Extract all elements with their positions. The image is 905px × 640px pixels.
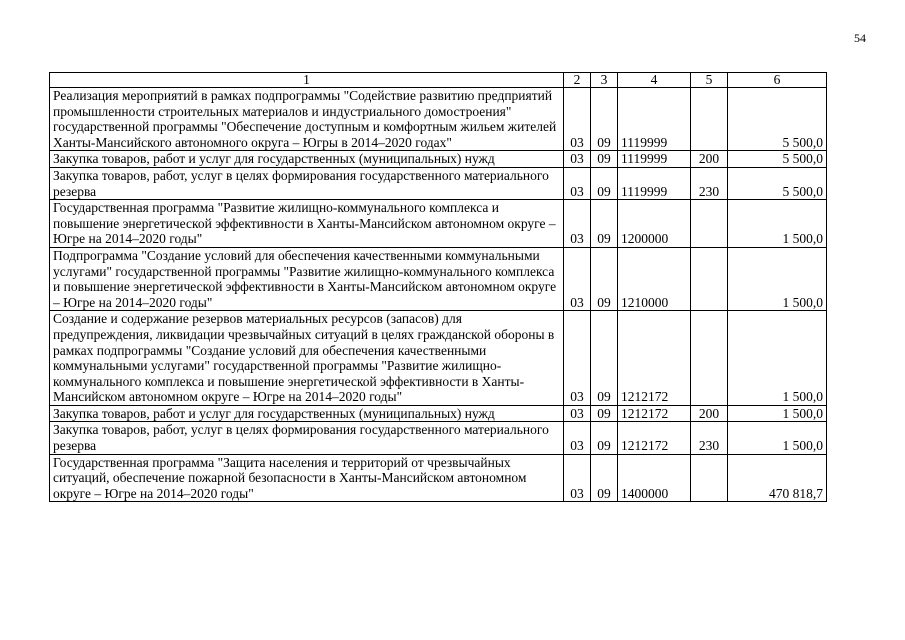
row-target-article: 1119999 [618, 88, 691, 151]
row-name: Закупка товаров, работ, услуг в целях формирования государственного материального резерва [50, 422, 564, 454]
row-expense-type [691, 454, 728, 502]
row-target-article: 1212172 [618, 311, 691, 406]
row-expense-type [691, 200, 728, 248]
row-subsection: 09 [591, 311, 618, 406]
table-row [50, 422, 827, 454]
row-target-article: 1212172 [618, 422, 691, 454]
page-number: 54 [854, 31, 866, 45]
row-section: 03 [564, 247, 591, 310]
header-col-4: 4 [618, 73, 691, 88]
row-name: Подпрограмма "Создание условий для обеспечения качественными коммунальными услугами" государственной программы "Развитие жилищно-коммунального комплекса и повышение энергетической эффективности в Ханты-Мансийском автономном округе – Югре на 2014–2020 годы" [50, 247, 564, 310]
table-row [50, 88, 827, 151]
row-subsection: 09 [591, 167, 618, 199]
row-target-article: 1200000 [618, 200, 691, 248]
row-section: 03 [564, 151, 591, 168]
row-section: 03 [564, 405, 591, 422]
budget-table-body [50, 73, 827, 502]
row-name: Закупка товаров, работ и услуг для государственных (муниципальных) нужд [50, 405, 564, 422]
row-expense-type [691, 247, 728, 310]
header-col-2: 2 [564, 73, 591, 88]
row-name: Реализация мероприятий в рамках подпрограммы "Содействие развитию предприятий промышленности строительных материалов и индустриального домостроения" государственной программы "Обеспечение доступным и комфортным жильем жителей Ханты-Мансийского автономного округа – Югры в 2014–2020 годах" [50, 88, 564, 151]
row-expense-type [691, 311, 728, 406]
row-expense-type: 230 [691, 422, 728, 454]
table-row [50, 167, 827, 199]
row-section: 03 [564, 311, 591, 406]
row-expense-type [691, 88, 728, 151]
table-row [50, 151, 827, 168]
table-row [50, 454, 827, 502]
row-subsection: 09 [591, 200, 618, 248]
header-col-1: 1 [50, 73, 564, 88]
row-target-article: 1212172 [618, 405, 691, 422]
row-amount: 1 500,0 [728, 405, 827, 422]
row-amount: 5 500,0 [728, 167, 827, 199]
row-section: 03 [564, 167, 591, 199]
row-name: Закупка товаров, работ и услуг для государственных (муниципальных) нужд [50, 151, 564, 168]
row-section: 03 [564, 88, 591, 151]
row-amount: 1 500,0 [728, 200, 827, 248]
row-amount: 470 818,7 [728, 454, 827, 502]
table-row [50, 405, 827, 422]
row-target-article: 1119999 [618, 151, 691, 168]
row-name: Создание и содержание резервов материальных ресурсов (запасов) для предупреждения, ликвидации чрезвычайных ситуаций в целях гражданской обороны в рамках подпрограммы "Создание условий для обеспечения качественными коммунальными услугами" государственной программы "Развитие жилищно-коммунального комплекса и повышение энергетической эффективности в Ханты-Мансийском автономном округе – Югре на 2014–2020 годы" [50, 311, 564, 406]
table-row [50, 200, 827, 248]
row-amount: 1 500,0 [728, 311, 827, 406]
row-name: Государственная программа "Развитие жилищно-коммунального комплекса и повышение энергетической эффективности в Ханты-Мансийском автономном округе – Югре на 2014–2020 годы" [50, 200, 564, 248]
row-section: 03 [564, 422, 591, 454]
header-col-3: 3 [591, 73, 618, 88]
row-amount: 1 500,0 [728, 247, 827, 310]
row-expense-type: 230 [691, 167, 728, 199]
row-target-article: 1119999 [618, 167, 691, 199]
table-row [50, 247, 827, 310]
row-name: Государственная программа "Защита населения и территорий от чрезвычайных ситуаций, обеспечение пожарной безопасности в Ханты-Мансийском автономном округе – Югре на 2014–2020 годы" [50, 454, 564, 502]
header-col-6: 6 [728, 73, 827, 88]
budget-table [49, 72, 827, 502]
table-header-row [50, 73, 827, 88]
row-subsection: 09 [591, 405, 618, 422]
row-subsection: 09 [591, 247, 618, 310]
row-name: Закупка товаров, работ, услуг в целях формирования государственного материального резерва [50, 167, 564, 199]
row-section: 03 [564, 454, 591, 502]
row-amount: 5 500,0 [728, 88, 827, 151]
row-amount: 1 500,0 [728, 422, 827, 454]
row-target-article: 1400000 [618, 454, 691, 502]
row-target-article: 1210000 [618, 247, 691, 310]
row-subsection: 09 [591, 151, 618, 168]
row-subsection: 09 [591, 88, 618, 151]
row-expense-type: 200 [691, 405, 728, 422]
row-subsection: 09 [591, 454, 618, 502]
row-amount: 5 500,0 [728, 151, 827, 168]
header-col-5: 5 [691, 73, 728, 88]
row-section: 03 [564, 200, 591, 248]
row-expense-type: 200 [691, 151, 728, 168]
row-subsection: 09 [591, 422, 618, 454]
table-row [50, 311, 827, 406]
